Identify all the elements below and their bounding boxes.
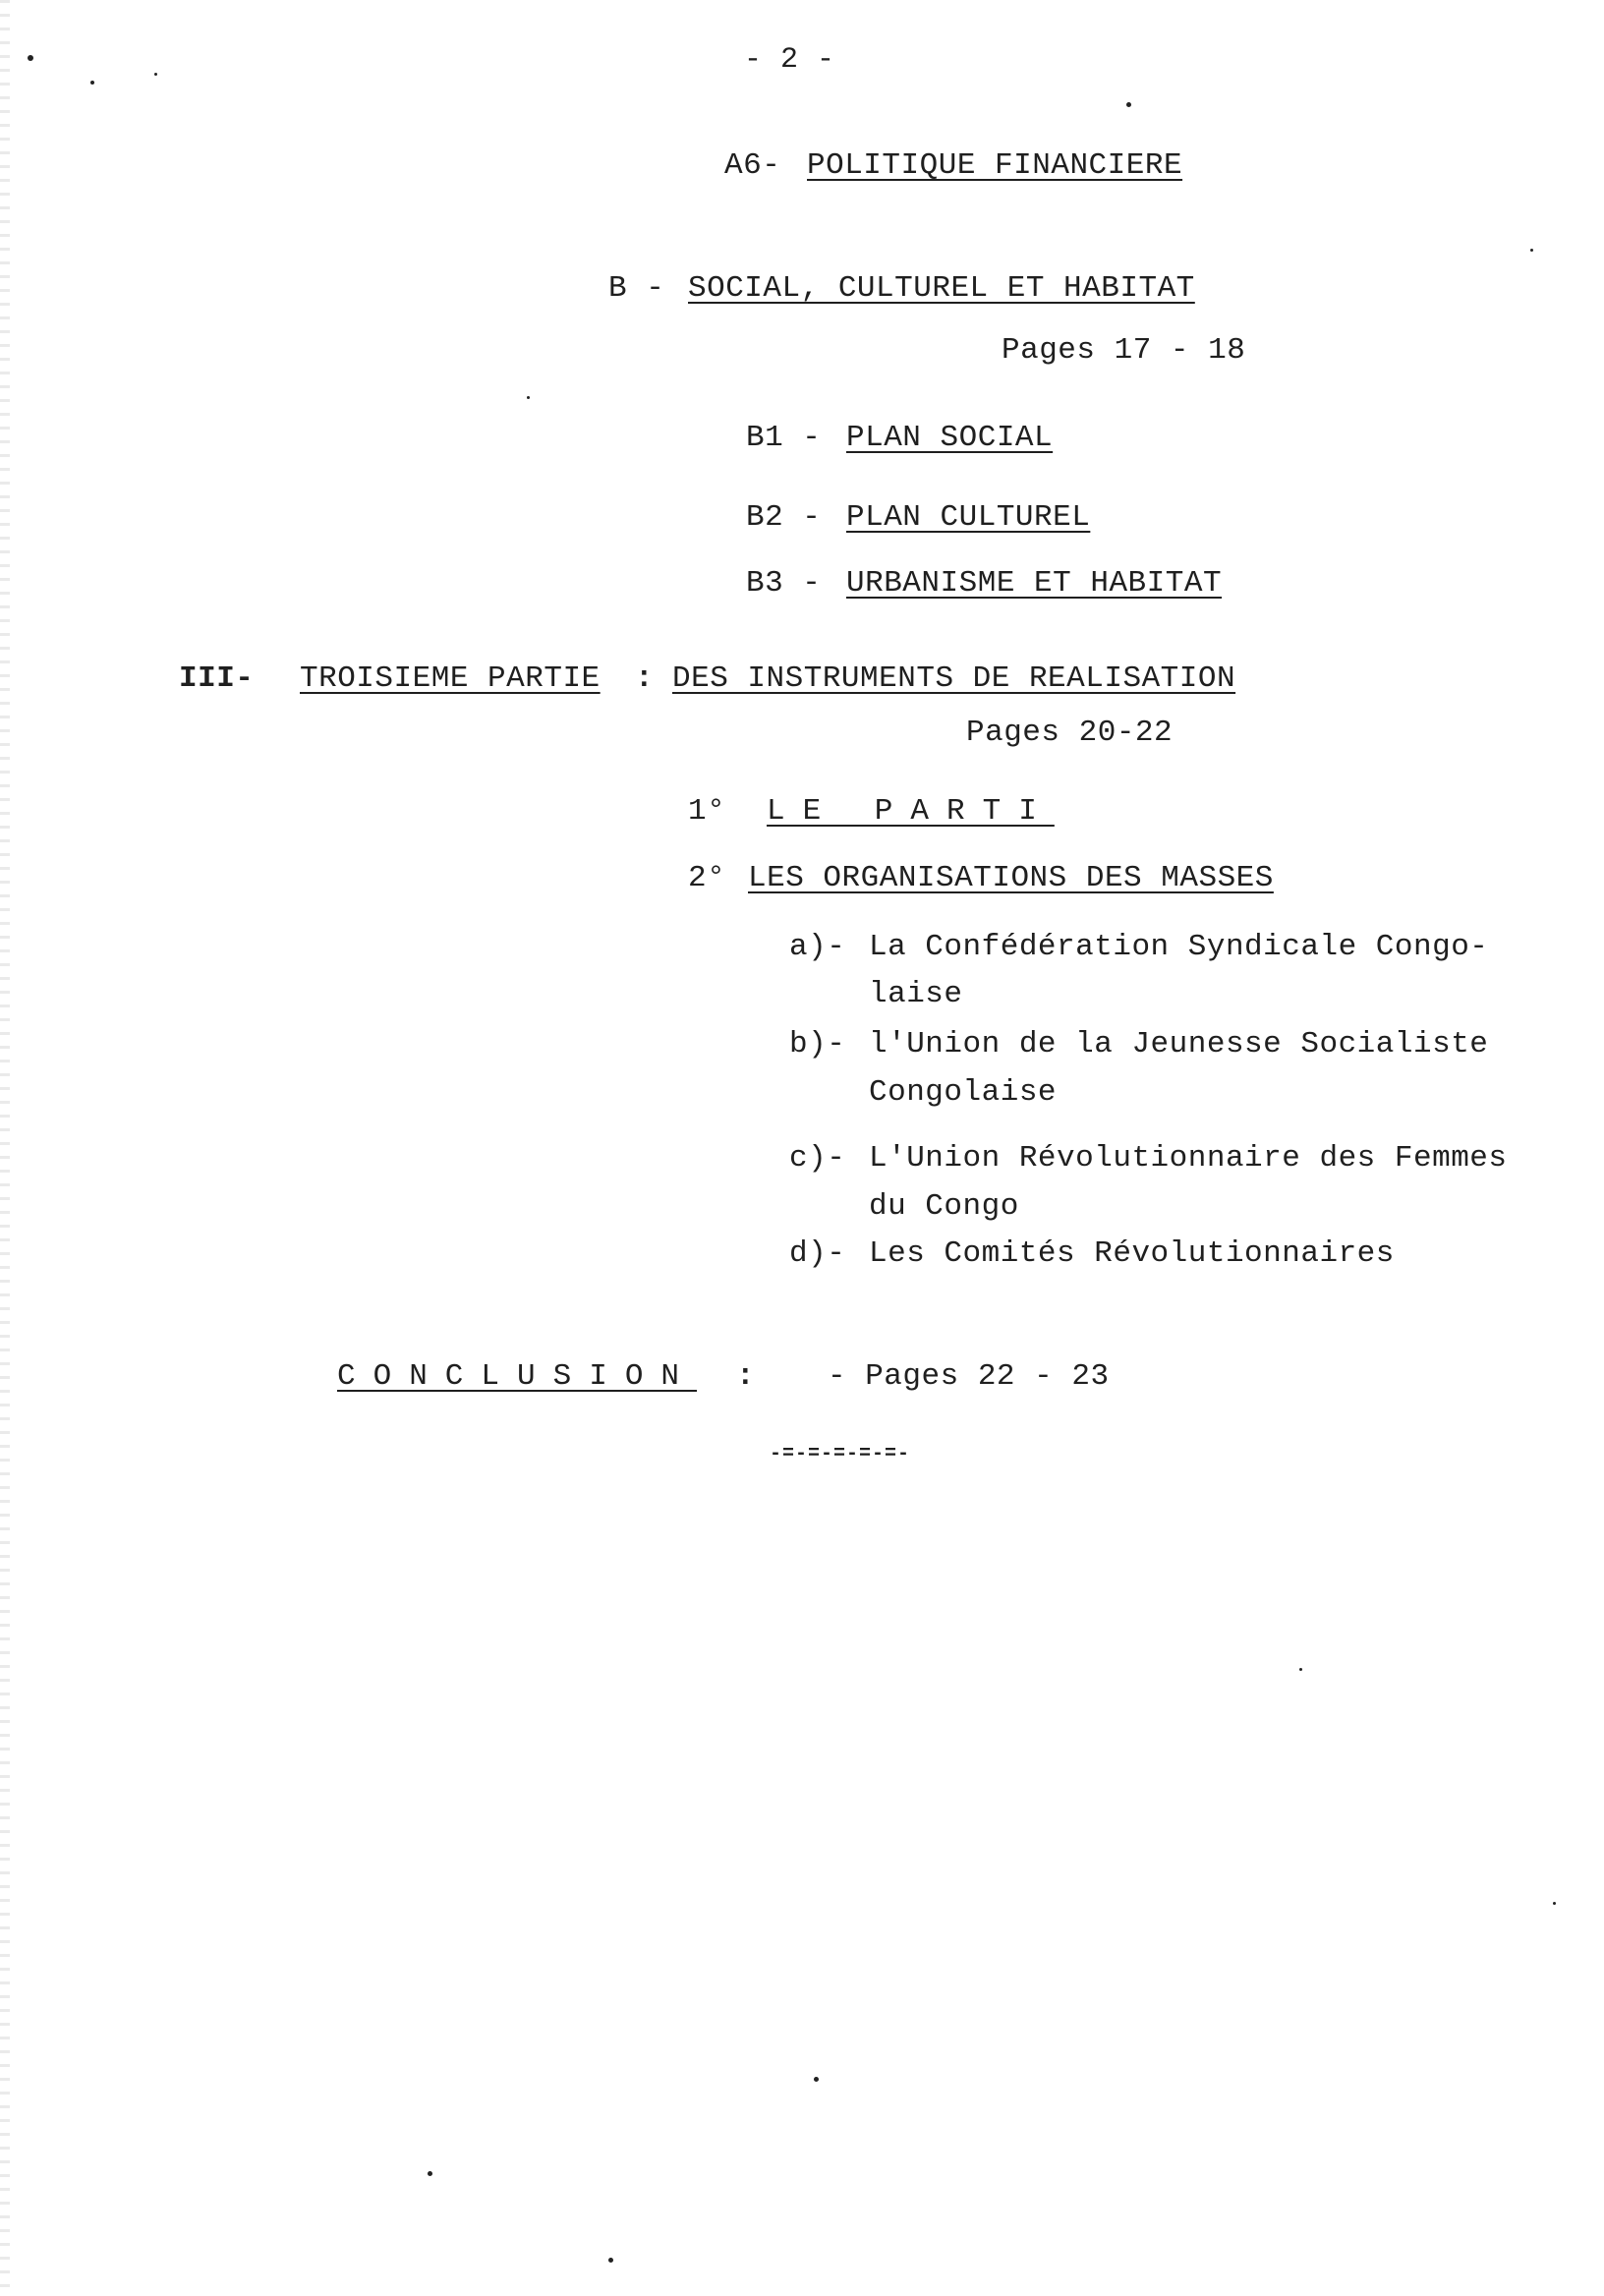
conclusion-title: CONCLUSION (337, 1359, 698, 1394)
section-b2-label: B2 - (746, 500, 822, 535)
sub-item-b-line2: Congolaise (869, 1075, 1058, 1110)
scan-speck (527, 396, 530, 399)
section-b2-title: PLAN CULTUREL (846, 500, 1091, 535)
sub-item-c-line1: L'Union Révolutionnaire des Femmes (869, 1141, 1508, 1176)
scan-speck (1530, 249, 1533, 252)
footer-rule: -=-=-=-=-=- (770, 1443, 911, 1465)
scan-speck (154, 73, 157, 76)
section-b-title: SOCIAL, CULTUREL ET HABITAT (688, 271, 1195, 306)
part-three-item1-title: LE PARTI (767, 794, 1055, 829)
part-three-item2-title: LES ORGANISATIONS DES MASSES (748, 861, 1274, 895)
sub-item-a-label: a)- (789, 930, 846, 964)
sub-item-a-line1: La Confédération Syndicale Congo- (869, 930, 1489, 964)
section-b-pages: Pages 17 - 18 (1002, 333, 1246, 368)
scan-edge-artifact (0, 0, 10, 2296)
part-three-subtitle: DES INSTRUMENTS DE REALISATION (672, 661, 1236, 696)
scan-speck (1299, 1668, 1302, 1671)
part-three-item1-number: 1° (688, 794, 726, 829)
sub-item-d-label: d)- (789, 1236, 846, 1271)
part-three-title: TROISIEME PARTIE (300, 661, 601, 696)
conclusion-pages: - Pages 22 - 23 (828, 1359, 1110, 1394)
conclusion-separator: : (736, 1359, 756, 1394)
sub-item-c-label: c)- (789, 1141, 846, 1176)
section-b1-label: B1 - (746, 421, 822, 455)
section-b3-title: URBANISME ET HABITAT (846, 566, 1223, 601)
scan-speck (1553, 1902, 1556, 1905)
scan-speck (814, 2077, 819, 2082)
sub-item-b-label: b)- (789, 1027, 846, 1062)
sub-item-d-line1: Les Comités Révolutionnaires (869, 1236, 1395, 1271)
scan-speck (428, 2171, 432, 2176)
scan-speck (608, 2258, 613, 2263)
part-three-label: III- (179, 661, 255, 696)
scan-speck (90, 81, 94, 85)
section-a6-label: A6- (724, 148, 781, 183)
sub-item-c-line2: du Congo (869, 1189, 1019, 1224)
part-three-pages: Pages 20-22 (966, 716, 1174, 750)
part-three-item2-number: 2° (688, 861, 726, 895)
scan-speck (1126, 102, 1131, 107)
sub-item-a-line2: laise (869, 977, 963, 1011)
section-b3-label: B3 - (746, 566, 822, 601)
scan-speck (28, 55, 33, 61)
part-three-separator: : (635, 661, 655, 696)
section-b1-title: PLAN SOCIAL (846, 421, 1054, 455)
sub-item-b-line1: l'Union de la Jeunesse Socialiste (869, 1027, 1489, 1062)
section-a6-title: POLITIQUE FINANCIERE (807, 148, 1183, 183)
section-b-label: B - (608, 271, 665, 306)
page-number: - 2 - (744, 43, 835, 77)
